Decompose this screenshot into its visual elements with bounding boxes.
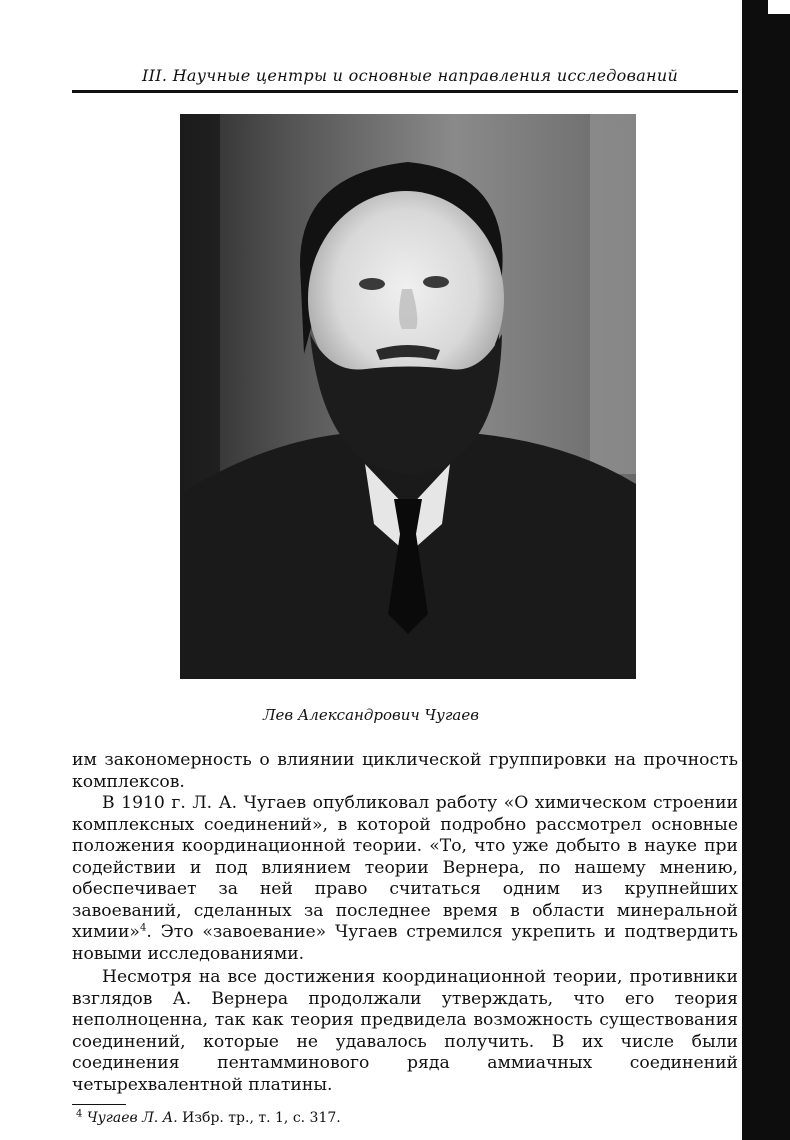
scan-edge-shadow — [742, 0, 790, 1140]
paragraph-2-text-a: В 1910 г. Л. А. Чугаев опубликовал работу «О химическом строении комплексных соединений», в которой подробно рассмотрел основные положения координационной теории. «То, что уже добыто в науке при содействии и под влиянием теории Вернера, по нашему мнению, обеспечивает за ней право считаться одним из крупнейших завоеваний, сделанных за последнее время в области минеральной химии» — [72, 793, 738, 942]
body-text — [72, 750, 738, 1096]
footnote-source: Избр. тр., т. 1, с. 317. — [182, 1110, 341, 1126]
footnote-mark: 4 — [76, 1108, 83, 1120]
paragraph-2-text-b: . Это «завоевание» Чугаев стремился укрепить и подтвердить новыми исследованиями. — [72, 922, 738, 964]
footnote-author: Чугаев Л. А. — [86, 1110, 178, 1126]
footnote-rule — [72, 1104, 126, 1105]
header-rule — [72, 90, 738, 93]
footnote-reference: 4 — [139, 922, 147, 934]
paragraph-1: им закономерность о влиянии циклической группировки на прочность комплексов. — [72, 750, 738, 792]
paragraph-2 — [72, 793, 738, 965]
footnote — [76, 1110, 341, 1126]
photo-caption: Лев Александрович Чугаев — [263, 706, 479, 724]
scan-edge-corner — [768, 0, 790, 14]
portrait-photo — [180, 114, 636, 679]
paragraph-3: Несмотря на все достижения координационной теории, противники взглядов А. Вернера продолжали утверждать, что его теория неполноценна, так как теория предвидела возможность существования соединений, которые не удавалось получить. В их числе были соединения пентамминового ряда аммиачных соединений четырехвалентной платины. — [72, 967, 738, 1095]
running-header: III. Научные центры и основные направления исследований — [142, 66, 679, 85]
